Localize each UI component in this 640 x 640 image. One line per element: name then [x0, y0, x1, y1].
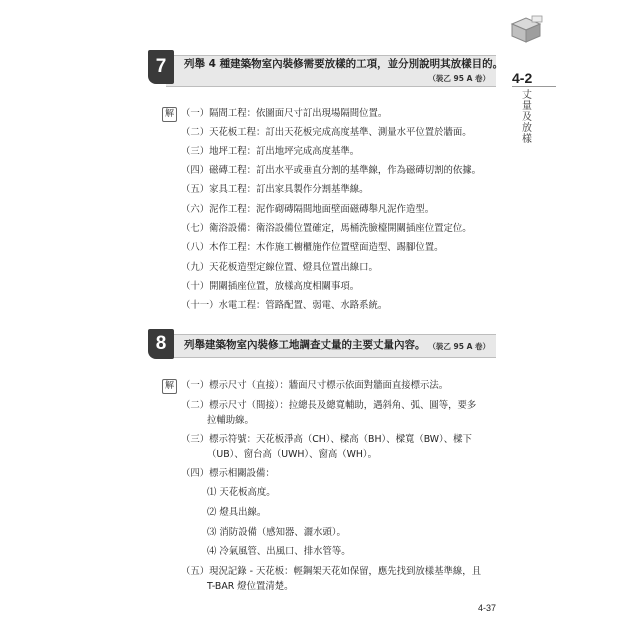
question-7-banner	[148, 50, 504, 92]
chapter-cube-icon	[508, 14, 546, 44]
chapter-title-char: 樣	[522, 134, 532, 145]
answer-8-line: （四）標示相關設備：	[181, 468, 275, 479]
answer-8-line: ⑴ 天花板高度。	[207, 487, 276, 498]
answer-7-item: （八）木作工程：木作施工櫥櫃施作位置壁面造型、踢腳位置。	[181, 242, 444, 253]
question-8-number: 8	[148, 329, 174, 359]
answer-7-item: （九）天花板造型定線位置、燈具位置出線口。	[181, 262, 378, 273]
chapter-title-char: 及	[522, 112, 532, 123]
answer-8-line: ⑷ 冷氣風管、出風口、排水管等。	[207, 546, 351, 557]
answer-8-line: ⑵ 燈具出線。	[207, 507, 267, 518]
chapter-number: 4-2	[512, 70, 533, 86]
answer-8-line: 拉輔助線。	[207, 415, 254, 426]
answer-7-item: （十一）水電工程：管路配置、弱電、水路系統。	[181, 300, 388, 311]
answer-7-item: （二）天花板工程：訂出天花板完成高度基準、測量水平位置於牆面。	[181, 127, 472, 138]
answer-8-line: T-BAR 燈位置清楚。	[207, 581, 294, 592]
answer-8-line: （三）標示符號：天花板淨高（CH）、樑高（BH）、樑寬（BW）、樑下	[181, 434, 472, 445]
question-8-banner	[148, 329, 496, 361]
page-number: 4-37	[477, 603, 496, 613]
answer-7-item: （七）衛浴設備：衛浴設備位置確定，馬桶洗臉檯開關插座位置定位。	[181, 223, 472, 234]
answer-7-item: （一）隔間工程：依圖面尺寸訂出現場隔間位置。	[181, 108, 388, 119]
question-8-text: 列舉建築物室內裝修工地調查丈量的主要丈量內容。	[184, 339, 426, 351]
answer-7-item: （四）磁磚工程：訂出水平或垂直分割的基準線，作為磁磚切割的依據。	[181, 165, 482, 176]
chapter-title-char: 放	[522, 123, 532, 134]
answer-8-line: （五）現況記錄 - 天花板：輕鋼架天花如保留，應先找到放樣基準線，且	[181, 566, 481, 577]
answer-8-line: ⑶ 消防設備（感知器、灑水頭）。	[207, 527, 346, 538]
chapter-title-char: 丈	[522, 90, 532, 101]
chapter-title-char: 量	[522, 101, 532, 112]
chapter-divider	[512, 86, 556, 87]
chapter-title	[521, 90, 533, 145]
answer-7-item: （三）地坪工程：訂出地坪完成高度基準。	[181, 146, 360, 157]
answer-8-line: （UB）、窗台高（UWH）、窗高（WH）。	[207, 449, 377, 460]
answer-8-mark: 解	[162, 379, 177, 394]
question-7-number: 7	[148, 50, 174, 84]
question-7-source: （裝乙 95 A 卷）	[428, 74, 490, 83]
answer-7-item: （六）泥作工程：泥作砌磚隔間地面壁面磁磚舉凡泥作造型。	[181, 204, 435, 215]
question-7-text: 列舉 4 種建築物室內裝修需要放樣的工項，並分別說明其放樣目的。	[184, 58, 504, 70]
answer-7-item: （十）開關插座位置，放樣高度相關事項。	[181, 281, 360, 292]
answer-8-line: （二）標示尺寸（間接）：拉總長及總寬輔助，遇斜角、弧、圓等，要多	[181, 400, 477, 411]
answer-7-mark: 解	[162, 107, 177, 122]
question-8-source: （裝乙 95 A 卷）	[428, 342, 490, 351]
answer-7-item: （五）家具工程：訂出家具製作分割基準線。	[181, 184, 369, 195]
answer-8-line: （一）標示尺寸（直接）：牆面尺寸標示依面對牆面直接標示法。	[181, 380, 449, 391]
